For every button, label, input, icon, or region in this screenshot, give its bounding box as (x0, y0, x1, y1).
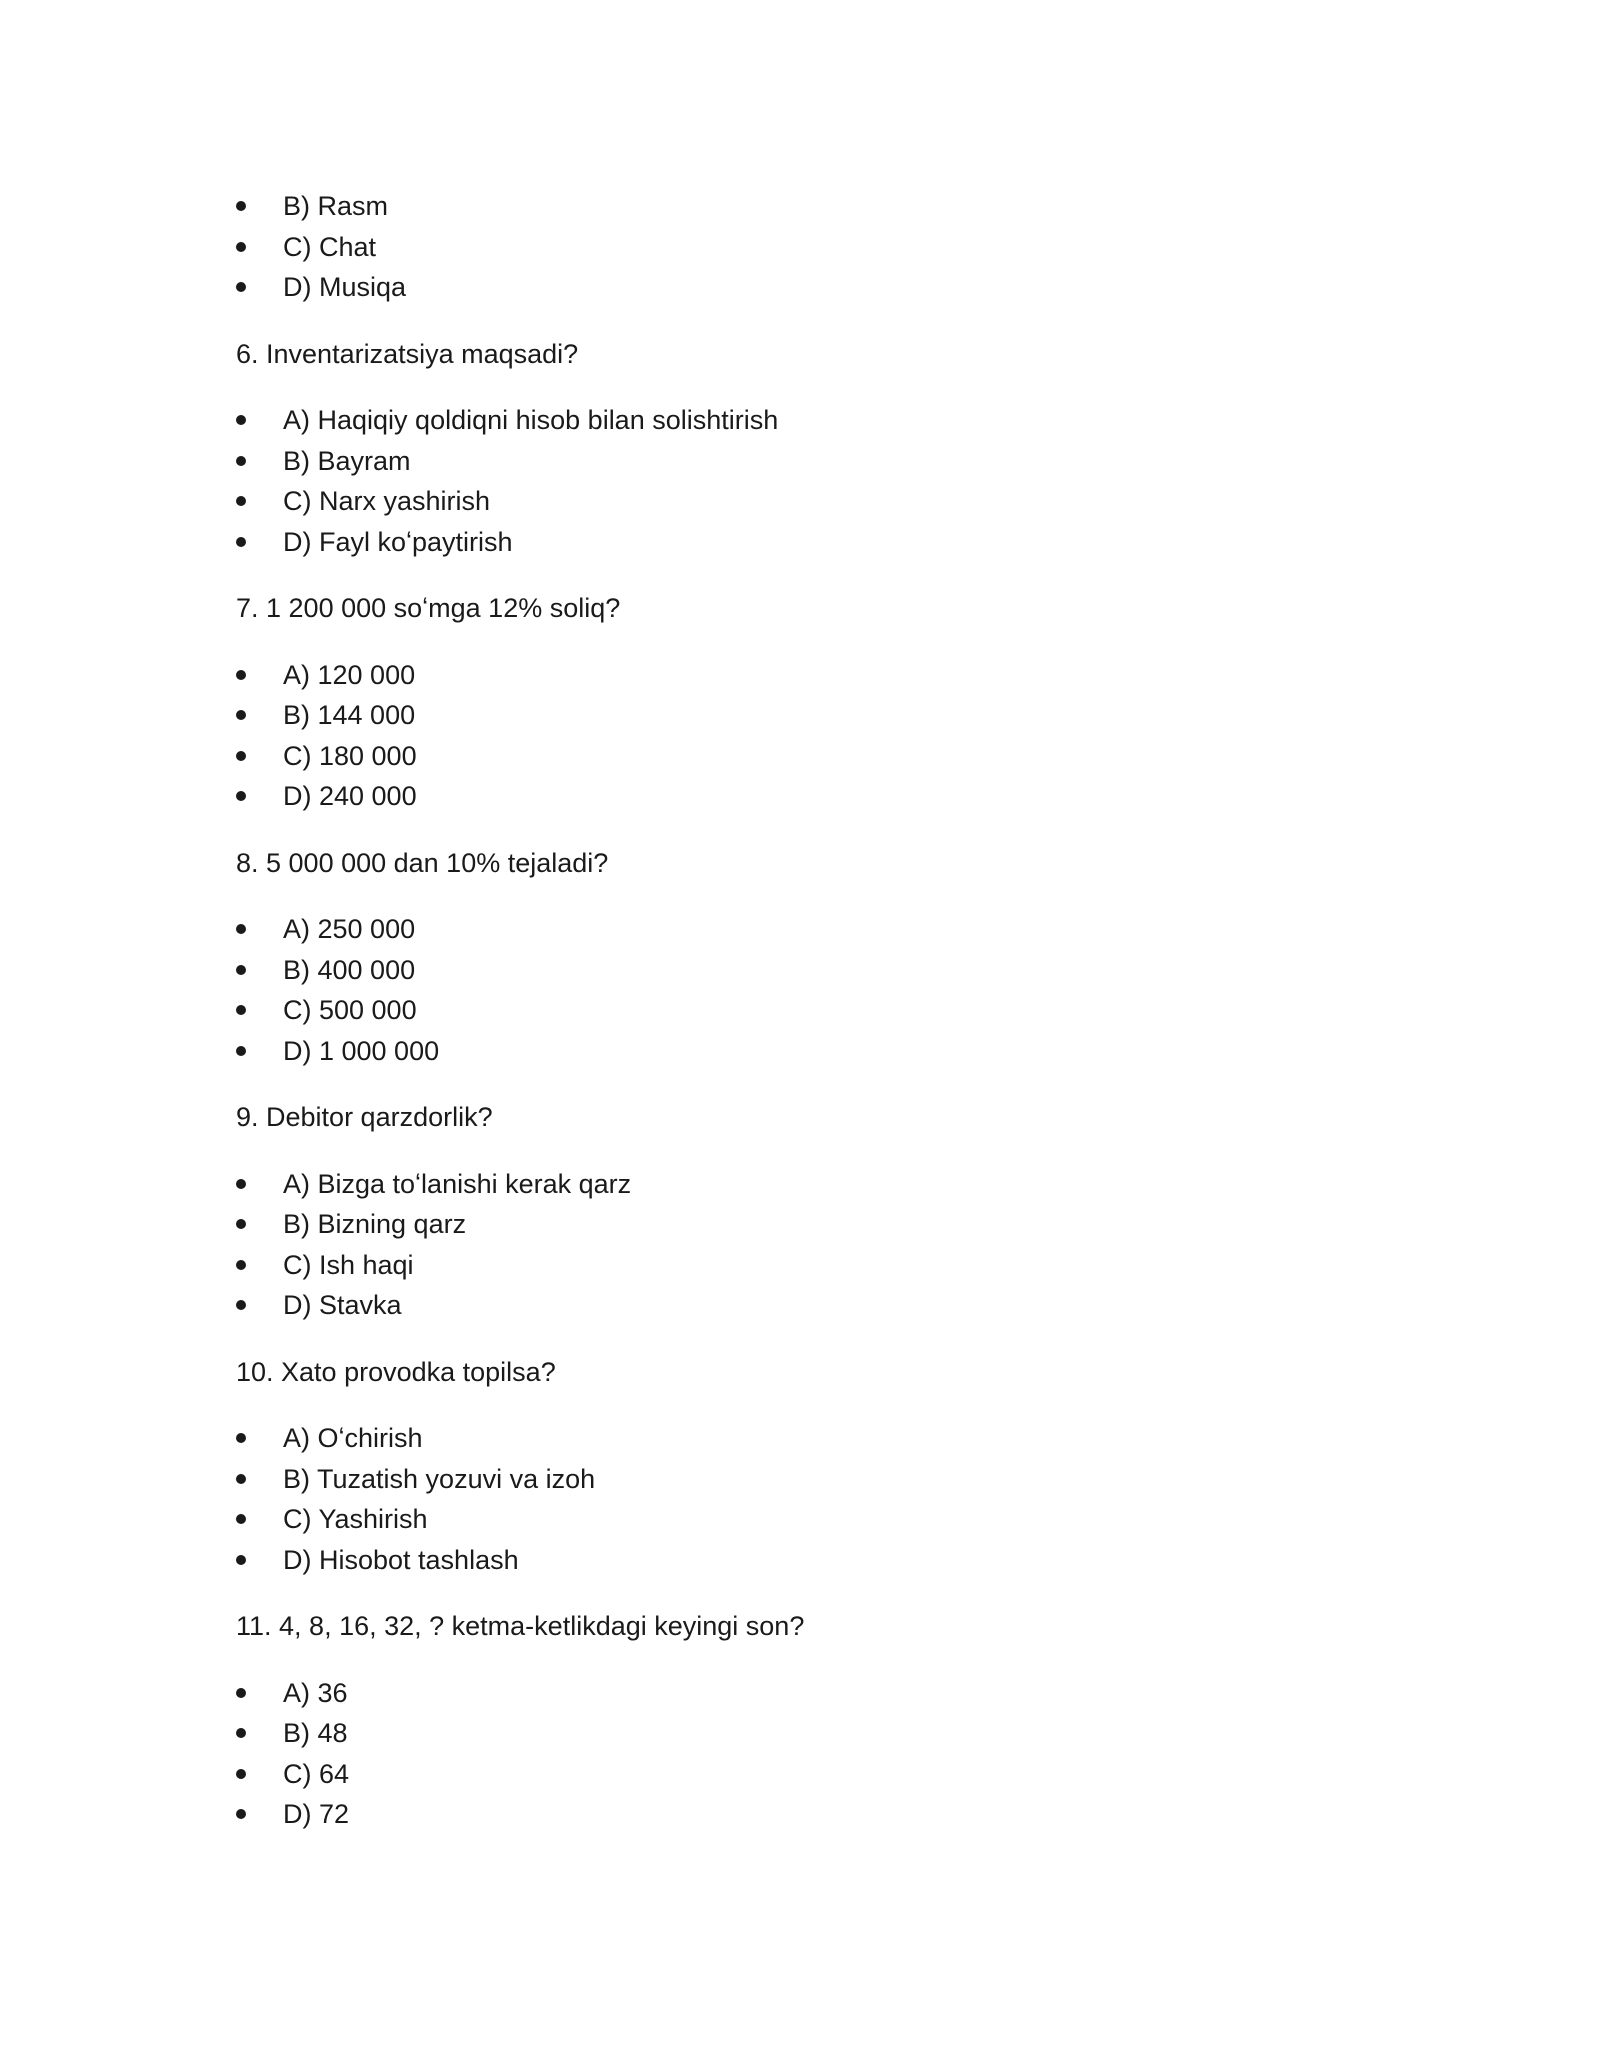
options-list-10 (236, 1418, 1386, 1580)
bullet-icon (236, 1219, 246, 1229)
option-text: D) 1 000 000 (283, 1035, 440, 1066)
option-7d (236, 776, 1386, 817)
option-7c (236, 736, 1386, 777)
option-text: C) 64 (283, 1758, 350, 1789)
question-11: 11. 4, 8, 16, 32, ? ketma-ketlikdagi keyingi son? (236, 1611, 805, 1641)
bullet-icon (236, 415, 246, 425)
bullet-icon (236, 201, 246, 211)
bullet-icon (236, 791, 246, 801)
bullet-icon (236, 282, 246, 292)
bullet-icon (236, 1809, 246, 1819)
option-11a (236, 1673, 1386, 1714)
option-8d (236, 1031, 1386, 1072)
option-text: A) 36 (283, 1677, 348, 1708)
bullet-icon (236, 710, 246, 720)
option-6c (236, 481, 1386, 522)
option-10c (236, 1499, 1386, 1540)
option-text: C) Yashirish (283, 1504, 428, 1534)
option-6a (236, 400, 1386, 441)
option-text: A) Bizga toʻlanishi kerak qarz (283, 1168, 632, 1199)
bullet-icon (236, 1005, 246, 1015)
option-5c (236, 227, 1386, 268)
option-text: A) 250 000 (283, 914, 416, 944)
option-5b (236, 186, 1386, 227)
option-10b (236, 1459, 1386, 1500)
options-list-7 (236, 655, 1386, 817)
options-list-6 (236, 400, 1386, 562)
option-text: C) Narx yashirish (283, 486, 491, 516)
question-9: 9. Debitor qarzdorlik? (236, 1102, 493, 1132)
option-5d (236, 267, 1386, 308)
option-7b (236, 695, 1386, 736)
option-text: B) 400 000 (283, 954, 416, 985)
bullet-icon (236, 537, 246, 547)
bullet-icon (236, 1260, 246, 1270)
bullet-icon (236, 242, 246, 252)
bullet-icon (236, 670, 246, 680)
option-6d (236, 522, 1386, 563)
option-text: A) Haqiqiy qoldiqni hisob bilan solishtirish (283, 405, 779, 435)
bullet-icon (236, 496, 246, 506)
option-text: C) Chat (283, 231, 377, 262)
option-text: D) 72 (283, 1799, 350, 1829)
bullet-icon (236, 751, 246, 761)
bullet-icon (236, 1046, 246, 1056)
options-list-11 (236, 1673, 1386, 1835)
option-text: D) Fayl koʻpaytirish (283, 526, 513, 557)
option-11c (236, 1754, 1386, 1795)
bullet-icon (236, 1769, 246, 1779)
bullet-icon (236, 1433, 246, 1443)
option-9c (236, 1245, 1386, 1286)
option-6b (236, 441, 1386, 482)
option-9b (236, 1204, 1386, 1245)
bullet-icon (236, 1474, 246, 1484)
bullet-icon (236, 1728, 246, 1738)
option-10a (236, 1418, 1386, 1459)
options-list-8 (236, 909, 1386, 1071)
option-text: D) Musiqa (283, 272, 407, 302)
option-7a (236, 655, 1386, 696)
option-text: B) 48 (283, 1718, 348, 1748)
question-10: 10. Xato provodka topilsa? (236, 1356, 556, 1387)
quiz-content (236, 186, 1386, 1835)
question-6: 6. Inventarizatsiya maqsadi? (236, 338, 579, 369)
option-text: B) 144 000 (283, 700, 416, 730)
option-10d (236, 1540, 1386, 1581)
option-9d (236, 1285, 1386, 1326)
options-list-9 (236, 1164, 1386, 1326)
option-text: C) 180 000 (283, 740, 417, 771)
option-text: D) 240 000 (283, 781, 417, 811)
bullet-icon (236, 924, 246, 934)
option-text: B) Bayram (283, 445, 411, 476)
option-text: B) Bizning qarz (283, 1209, 467, 1239)
question-7: 7. 1 200 000 soʻmga 12% soliq? (236, 593, 621, 623)
option-text: D) Hisobot tashlash (283, 1544, 519, 1575)
option-text: B) Tuzatish yozuvi va izoh (283, 1463, 596, 1494)
option-8b (236, 950, 1386, 991)
option-text: C) Ish haqi (283, 1249, 414, 1280)
option-11d (236, 1794, 1386, 1835)
option-text: C) 500 000 (283, 995, 417, 1025)
bullet-icon (236, 1179, 246, 1189)
option-text: A) Oʻchirish (283, 1423, 423, 1453)
question-8: 8. 5 000 000 dan 10% tejaladi? (236, 847, 609, 878)
bullet-icon (236, 1688, 246, 1698)
bullet-icon (236, 1300, 246, 1310)
option-text: D) Stavka (283, 1290, 402, 1320)
option-8c (236, 990, 1386, 1031)
bullet-icon (236, 965, 246, 975)
bullet-icon (236, 456, 246, 466)
option-text: A) 120 000 (283, 659, 416, 690)
bullet-icon (236, 1514, 246, 1524)
option-text: B) Rasm (283, 191, 389, 221)
option-8a (236, 909, 1386, 950)
bullet-icon (236, 1555, 246, 1565)
options-list-5 (236, 186, 1386, 308)
option-11b (236, 1713, 1386, 1754)
option-9a (236, 1164, 1386, 1205)
